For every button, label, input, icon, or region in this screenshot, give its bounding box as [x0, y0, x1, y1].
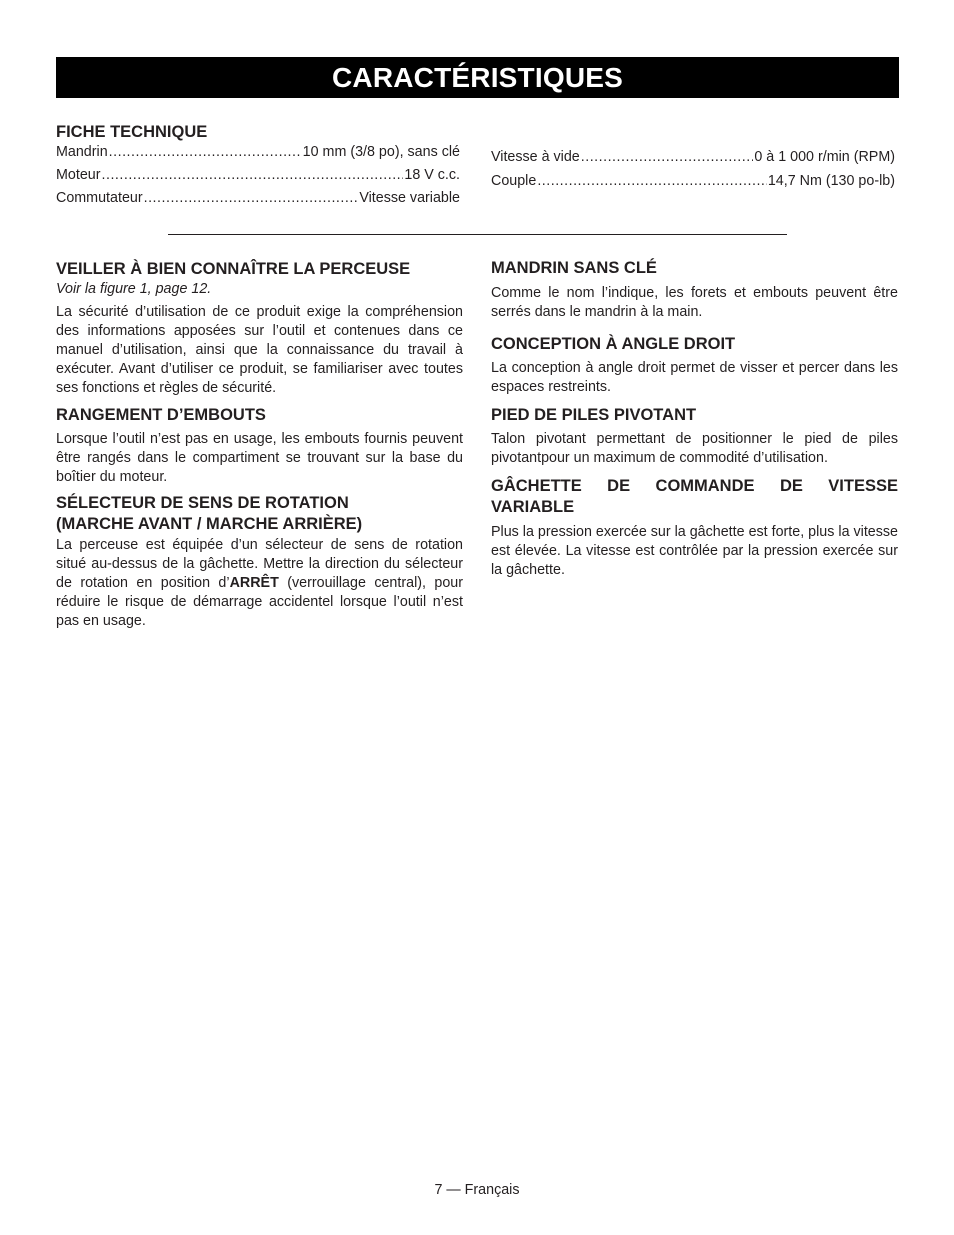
- heading-line: SÉLECTEUR DE SENS DE ROTATION: [56, 494, 349, 512]
- leader-dots: [102, 166, 404, 184]
- spec-value: 18 V c.c.: [404, 167, 460, 183]
- spec-value: 14,7 Nm (130 po-lb): [767, 173, 895, 189]
- text-run: (verrouillage central), pour réduire le risque de démarrage accidentel lorsque l’outil n’est pas en usage.: [56, 575, 464, 629]
- figure-note: Voir la figure 1, page 12.: [56, 281, 212, 297]
- paragraph-right-angle: La conception à angle droit permet de visser et percer dans les espaces restreints.: [491, 360, 898, 395]
- paragraph-keyless-chuck: Comme le nom l’indique, les forets et embouts peuvent être serrés dans le mandrin à la main.: [491, 285, 898, 320]
- section-divider: [168, 234, 787, 235]
- leader-dots: [109, 143, 302, 161]
- section-banner: [56, 57, 899, 98]
- specs-heading: FICHE TECHNIQUE: [56, 123, 208, 141]
- paragraph-pivot-battery: Talon pivotant permettant de positionner le pied de piles pivotantpour un maximum de commodité d’utilisation.: [491, 431, 898, 466]
- spec-label: Couple: [491, 173, 537, 189]
- paragraph-know-drill: La sécurité d’utilisation de ce produit exige la compréhension des informations apposées sur l’outil et contenues dans ce manuel d’utilisation, ainsi que la connaissance du travail à exécuter. Avant d’utiliser ce produit, se familiariser avec toutes ses fonctions et règles de sécurité.: [56, 304, 463, 396]
- leader-dots: [144, 189, 359, 207]
- page-footer: 7 — Français: [434, 1182, 520, 1198]
- spec-row-mandrin: [56, 143, 460, 161]
- heading-line: (MARCHE AVANT / MARCHE ARRIÈRE): [56, 515, 363, 533]
- spec-row-couple: [491, 172, 895, 190]
- spec-row-vitesse: [491, 148, 895, 166]
- heading-line: VARIABLE: [491, 498, 575, 516]
- heading-bit-storage: RANGEMENT D’EMBOUTS: [56, 406, 266, 424]
- spec-label: Vitesse à vide: [491, 149, 580, 165]
- text-run: La perceuse est équipée d’un sélecteur de sens de rotation situé au-dessus de la gâchette. Mettre la direction du sélecteur de rotation en position d’: [56, 537, 463, 591]
- spec-label: Commutateur: [56, 190, 143, 206]
- heading-line: GÂCHETTE DE COMMANDE DE VITESSE: [491, 477, 898, 495]
- heading-right-angle: CONCEPTION À ANGLE DROIT: [491, 335, 736, 353]
- spec-value: Vitesse variable: [359, 190, 460, 206]
- heading-rotation-selector: [56, 493, 466, 535]
- heading-know-drill: VEILLER À BIEN CONNAÎTRE LA PERCEUSE: [56, 260, 411, 278]
- leader-dots: [581, 148, 754, 166]
- heading-speed-trigger: [491, 476, 898, 518]
- leader-dots: [537, 172, 767, 190]
- page-title: CARACTÉRISTIQUES: [332, 61, 623, 93]
- spec-row-moteur: [56, 166, 460, 184]
- heading-pivot-battery: PIED DE PILES PIVOTANT: [491, 406, 697, 424]
- spec-value: 0 à 1 000 r/min (RPM): [754, 149, 895, 165]
- spec-label: Mandrin: [56, 144, 108, 160]
- paragraph-speed-trigger: Plus la pression exercée sur la gâchette est forte, plus la vitesse est élevée. La vitesse est contrôlée par la pression exercée sur la gâchette.: [491, 524, 898, 578]
- paragraph-rotation-selector: [56, 536, 463, 631]
- spec-row-commutateur: [56, 189, 460, 207]
- heading-keyless-chuck: MANDRIN SANS CLÉ: [491, 259, 657, 277]
- paragraph-bit-storage: Lorsque l’outil n’est pas en usage, les embouts fournis peuvent être rangés dans le compartiment se trouvant sur la base du boîtier du moteur.: [56, 431, 463, 485]
- bold-term-arret: ARRÊT: [229, 575, 279, 591]
- spec-label: Moteur: [56, 167, 101, 183]
- spec-value: 10 mm (3/8 po), sans clé: [302, 144, 460, 160]
